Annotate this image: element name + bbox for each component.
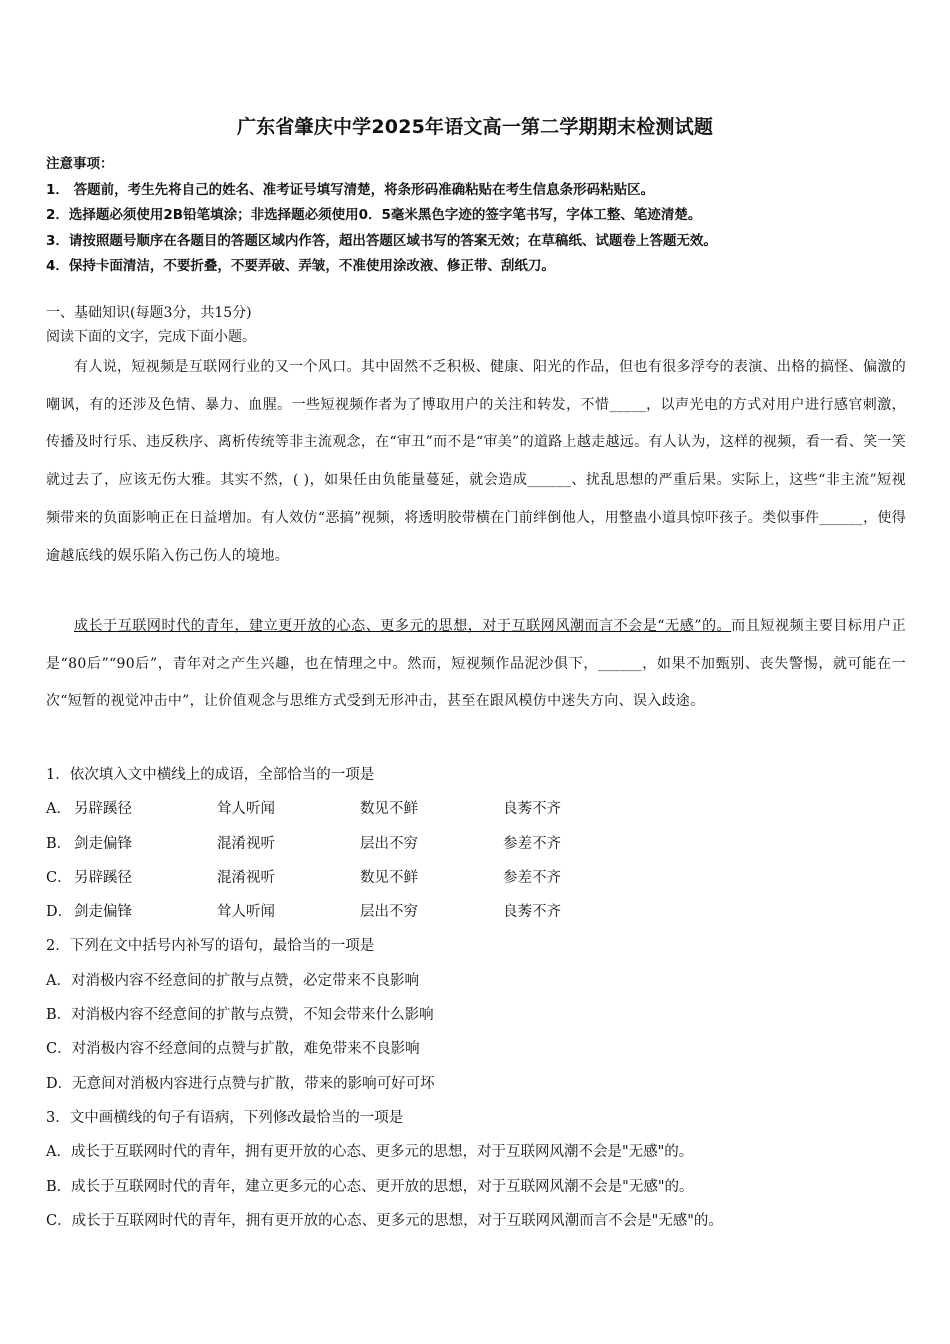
answer-option-d[interactable]: D．无意间对消极内容进行点赞与扩散，带来的影响可好可坏 [46, 1075, 435, 1092]
passage-text: 有人说，短视频是互联网行业的又一个风口。其中固然不乏积极、健康、阳光的作品，但也有很多浮夸的表演、出格的搞怪、偏激的嘲讽，有的还涉及色情、暴力、血腥。一些短视频作者为了博取用户的关注和转发，不惜_____，以声光电的方式对用户进行感官刺激，传播及时行乐、违反秩序、离析传统等非主流观念，在“审丑”而不是“审美”的道路上越走越远。有人认为，这样的视频，看一看、笑一笑就过去了，应该无伤大雅。其实不然，( )，如果任由负能量蔓延，就会造成______、扰乱思想的严重后果。实际上，这些“非主流”短视频带来的负面影响正在日益增加。有人效仿“恶搞”视频，将透明胶带横在门前绊倒他人，用整蛊小道具惊吓孩子。类似事件______，使得逾越底线的娱乐陷入伤己伤人的境地。 [46, 359, 906, 564]
question-1 [46, 758, 906, 1238]
notice-block [46, 152, 916, 280]
option-term: 混淆视听 [217, 869, 275, 886]
option-label: D． [46, 904, 73, 921]
option-term: 层出不穷 [360, 835, 418, 852]
answer-option-b[interactable]: B．对消极内容不经意间的扩散与点赞，不知会带来什么影响 [46, 1007, 434, 1024]
answer-option-c[interactable]: C．对消极内容不经意间的点赞与扩散，难免带来不良影响 [46, 1041, 420, 1058]
option-term: 剑走偏锋 [74, 835, 132, 852]
passage-paragraph-1 [46, 349, 906, 575]
passage-paragraph-2 [46, 608, 906, 721]
section-heading: 一、基础知识(每题3分，共15分) [46, 305, 252, 321]
answer-option-b[interactable] [46, 827, 906, 861]
question-stem: 1．依次填入文中横线上的成语，全部恰当的一项是 [46, 767, 375, 783]
option-term: 剑走偏锋 [74, 904, 132, 921]
option-term: 参差不齐 [503, 869, 561, 886]
reading-instruction: 阅读下面的文字，完成下面小题。 [46, 329, 256, 345]
notice-item: 3．请按照题号顺序在各题目的答题区域内作答，超出答题区域书写的答案无效；在草稿纸、试题卷上答题无效。 [46, 232, 717, 249]
notice-item: 4．保持卡面清洁，不要折叠，不要弄破、弄皱，不准使用涂改液、修正带、刮纸刀。 [46, 258, 555, 274]
option-term: 另辟蹊径 [74, 869, 132, 886]
option-term: 参差不齐 [503, 835, 561, 852]
answer-option-a[interactable]: A．对消极内容不经意间的扩散与点赞，必定带来不良影响 [46, 972, 419, 989]
option-term: 数见不鲜 [360, 869, 418, 886]
option-label: B． [46, 835, 72, 852]
notice-heading: 注意事项： [46, 156, 114, 172]
option-term: 另辟蹊径 [74, 801, 132, 818]
option-term: 耸人听闻 [217, 801, 275, 818]
answer-option-b[interactable]: B．成长于互联网时代的青年，建立更多元的心态、更开放的思想，对于互联网风潮不会是"无感"的。 [46, 1178, 694, 1195]
answer-option-a[interactable]: A．成长于互联网时代的青年，拥有更开放的心态、更多元的思想，对于互联网风潮不会是"无感"的。 [46, 1144, 694, 1161]
option-term: 混淆视听 [217, 835, 275, 852]
option-term: 层出不穷 [360, 904, 418, 921]
question-stem: 2．下列在文中括号内补写的语句，最恰当的一项是 [46, 938, 375, 955]
page-title: 广东省肇庆中学2025年语文高一第二学期期末检测试题 [236, 116, 714, 138]
passage-text: 而且短视频主要目标用户正是“80后”“90后”，青年对之产生兴趣，也在情理之中。然而，短视频作品泥沙俱下，______，如果不加甄别、丧失警惕，就可能在一次“短暂的视觉冲击中”，让价值观念与思维方式受到无形冲击，甚至在跟风模仿中迷失方向、误入歧途。 [46, 618, 906, 710]
notice-item: 1． 答题前，考生先将自己的姓名、准考证号填写清楚，将条形码准确粘贴在考生信息条形码粘贴区。 [46, 181, 655, 198]
option-term: 数见不鲜 [360, 801, 418, 818]
answer-option-a[interactable] [46, 792, 906, 826]
question-stem: 3．文中画横线的句子有语病，下列修改最恰当的一项是 [46, 1109, 404, 1126]
answer-option-c[interactable] [46, 861, 906, 895]
option-term: 耸人听闻 [217, 904, 275, 921]
answer-option-d[interactable] [46, 895, 906, 929]
option-term: 良莠不齐 [503, 904, 561, 921]
notice-item: 2．选择题必须使用2B铅笔填涂；非选择题必须使用0．5毫米黑色字迹的签字笔书写，字体工整、笔迹清楚。 [46, 207, 702, 223]
answer-option-c[interactable]: C．成长于互联网时代的青年，拥有更开放的心态、更多元的思想，对于互联网风潮而言不会是"无感"的。 [46, 1212, 723, 1229]
option-label: C． [46, 869, 72, 886]
option-label: A． [46, 801, 71, 818]
option-term: 良莠不齐 [503, 801, 561, 818]
underlined-sentence: 成长于互联网时代的青年，建立更开放的心态、更多元的思想，对于互联网风潮而言不会是“无感”的。 [74, 618, 732, 634]
